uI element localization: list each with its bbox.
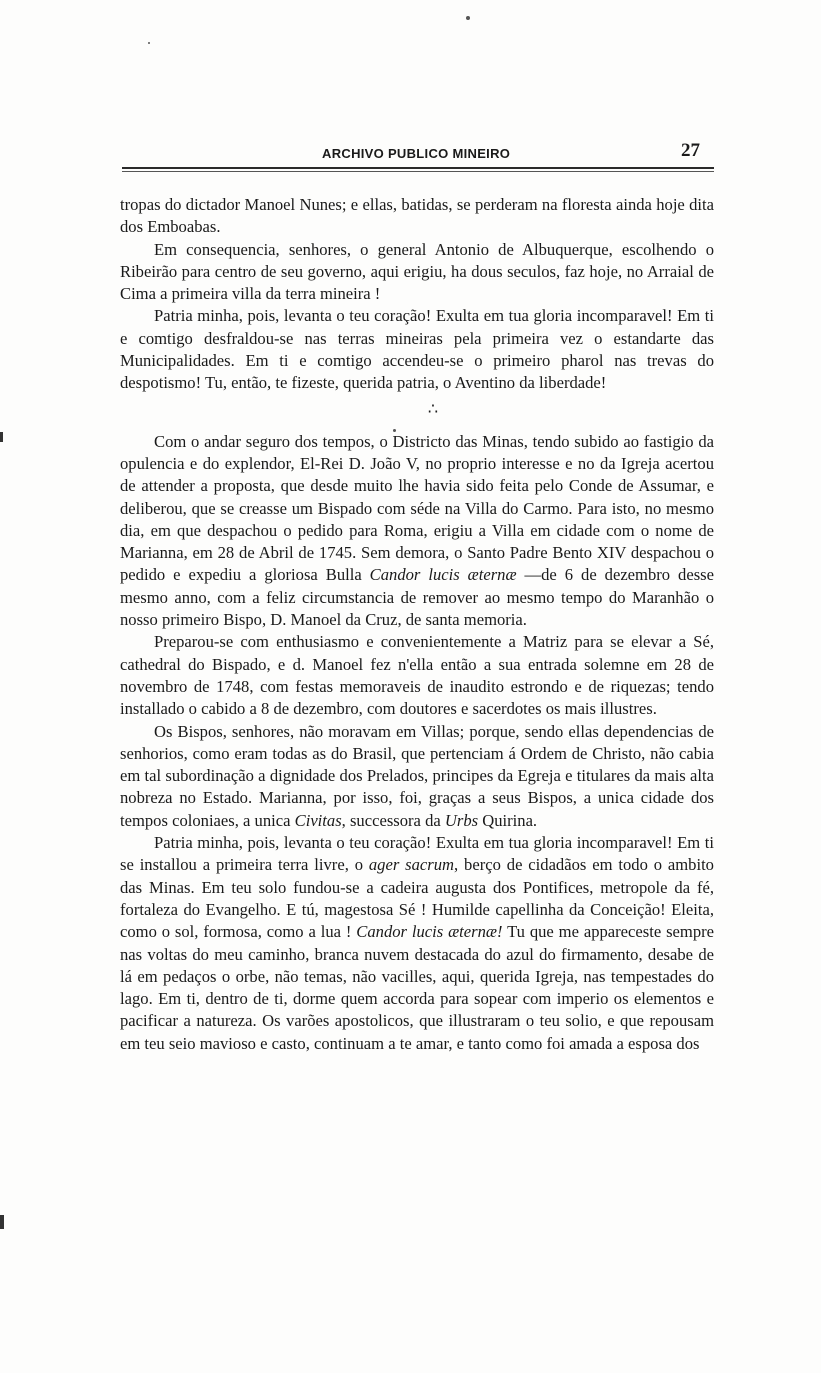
paragraph-3: Patria minha, pois, levanta o teu coração! Exulta em tua gloria incomparavel! Em ti e comtigo desfraldou-se nas terras mineiras pela primeira vez o estandarte das Municipalidades. Em ti e comtigo accendeu-se o primeiro pharol nas trevas do despotismo! Tu, então, te fizeste, querida patria, o Aventino da liberdade! (120, 306, 714, 393)
header-rule (122, 167, 714, 169)
paragraph-7-text-a: Patria minha, pois, levanta o teu coração! Exulta em tua gloria incomparavel! Em ti se installou a primeira terra livre, o (120, 833, 714, 875)
scan-speck (393, 429, 396, 432)
paragraph-6-italic-urbs: Urbs (444, 810, 479, 830)
paragraph-7-text-c: Tu que me appareceste sempre nas voltas do meu caminho, branca nuvem destacada do azul do firmamento, desabe de lá em pedaços o orbe, não temas, não vacilles, aqui, querida Igreja, nas tempestades do lago. Em ti, dentro de ti, dorme quem accorda para sopear com imperio os elementos e pacificar a natureza. Os varões apostolicos, que illustraram o teu solio, e que repousam em teu seio mavioso e casto, continuam a te amar, e tanto como foi amada a esposa dos (120, 922, 715, 1053)
page-number: 27 (681, 140, 700, 161)
paragraph-7-italic-ager: ager sacrum (368, 855, 455, 875)
body-text (120, 194, 714, 1055)
paragraph-7-italic-candor: Candor lucis æternæ! (356, 922, 503, 942)
paragraph-7-text-b: , berço de cidadãos em todo o ambito das Minas. Em teu solo fundou-se a cadeira augusta dos Pontifices, metropole da fé, fortaleza do Evangelho. E tú, magestosa Sé ! Humilde capellinha da Conceição! Eleita, como o sol, formosa, como a lua ! (120, 855, 714, 942)
section-separator: ∴ (427, 400, 441, 418)
paragraph-6-italic-civitas: Civitas (294, 810, 342, 830)
header-rule-thin (122, 171, 714, 172)
paragraph-4-text-b: —de 6 de dezembro desse mesmo anno, com a feliz circumstancia de remover ao mesmo tempo do Maranhão o nosso primeiro Bispo, D. Manoel da Cruz, de santa memoria. (120, 565, 714, 630)
paragraph-1: tropas do dictador Manoel Nunes; e ellas, batidas, se perderam na floresta ainda hoje dita dos Emboabas. (120, 195, 714, 237)
paragraph-2: Em consequencia, senhores, o general Antonio de Albuquerque, escolhendo o Ribeirão para centro de seu governo, aqui erigiu, ha dous seculos, faz hoje, no Arraial de Cima a primeira villa da terra mineira ! (120, 239, 714, 304)
paragraph-7 (120, 832, 714, 1055)
paragraph-6-text-a: Os Bispos, senhores, não moravam em Villas; porque, sendo ellas dependencias de senhorios, como eram todas as do Brasil, que pertenciam á Ordem de Christo, não cabia em tal subordinação a dignidade dos Prelados, principes da Egreja e titulares da mais alta nobreza no Estado. Marianna, por isso, foi, graças a seus Bispos, a unica cidade dos tempos coloniaes, a unica (120, 721, 714, 830)
paragraph-6-text-b: , successora da (341, 810, 445, 830)
scan-edge-mark (0, 1215, 4, 1229)
paragraph-4 (120, 431, 714, 632)
paragraph-6 (120, 721, 714, 832)
scan-speck (466, 16, 470, 20)
paragraph-4-text-a: Com o andar seguro dos tempos, o Districto das Minas, tendo subido ao fastigio da opulencia e do explendor, El-Rei D. João V, no proprio interesse e no da Igreja acertou de attender a proposta, que desde muito lhe havia sido feita pelo Conde de Assumar, e deliberou, que se creasse um Bispado com séde na Villa do Carmo. Para isto, no mesmo dia, em que despachou o pedido para Roma, erigiu a Villa em cidade com o nome de Marianna, em 28 de Abril de 1745. Sem demora, o Santo Padre Bento XIV despachou o pedido e expediu a gloriosa Bulla (120, 431, 714, 585)
scan-speck (148, 42, 150, 44)
journal-title: ARCHIVO PUBLICO MINEIRO (322, 146, 511, 161)
paragraph-5: Preparou-se com enthusiasmo e convenientemente a Matriz para se elevar a Sé, cathedral do Bispado, e d. Manoel fez n'ella então a sua entrada solemne em 28 de novembro de 1748, com festas memoraveis de inaudito estrondo e de riquezas; tendo installado o cabido a 8 de dezembro, com doutores e sacerdotes os mais illustres. (120, 632, 714, 719)
running-header (122, 140, 714, 170)
paragraph-4-italic: Candor lucis æternæ (369, 565, 517, 585)
paragraph-6-text-c: Quirina. (478, 810, 538, 830)
scan-edge-mark (0, 432, 3, 442)
